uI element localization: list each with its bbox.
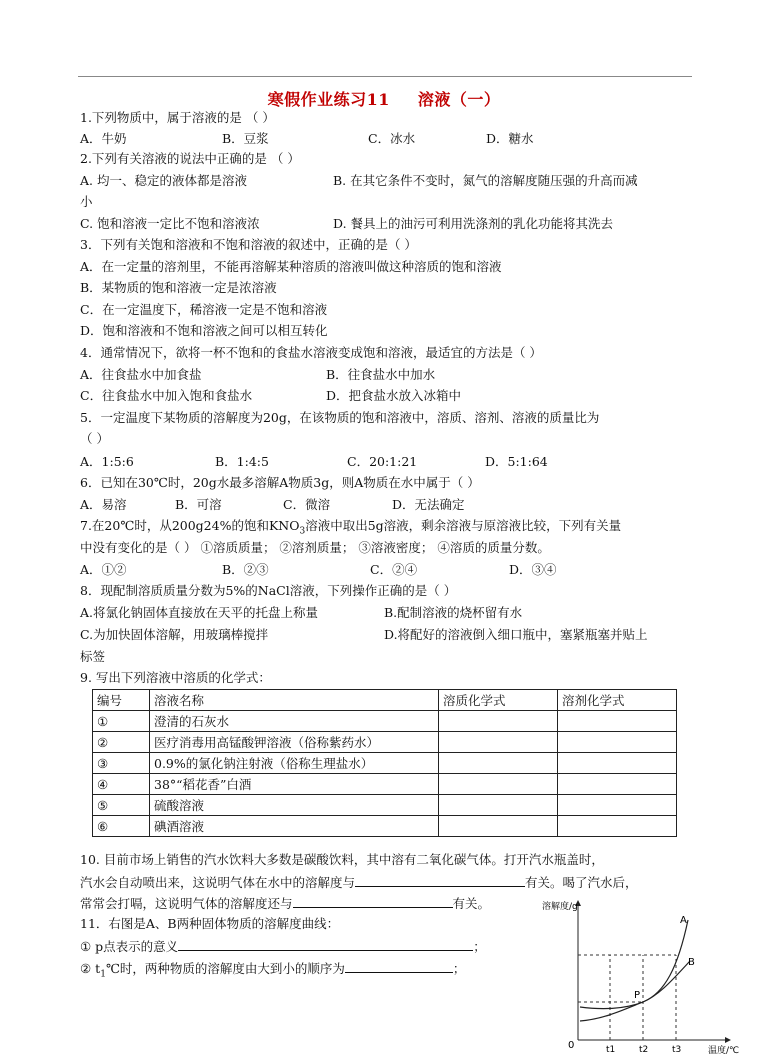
title-main: 寒假作业练习11 <box>267 90 390 109</box>
q6-option-c: C．微溶 <box>283 497 331 512</box>
q4-option-c: C．往食盐水中加入饱和食盐水 <box>80 388 253 403</box>
solute-formula-cell[interactable] <box>439 711 558 732</box>
q6-option-a: A．易溶 <box>80 497 127 512</box>
q8-option-a: A.将氯化钠固体直接放在天平的托盘上称量 <box>80 605 319 620</box>
semicolon: ； <box>452 961 466 976</box>
table-row <box>93 732 677 753</box>
q5-option-a: A．1:5:6 <box>80 454 134 469</box>
q3-option-d: D．饱和溶液和不饱和溶液之间可以相互转化 <box>80 323 328 338</box>
x-axis-label: 温度/℃ <box>708 1046 740 1055</box>
q8-stem: 8．现配制溶质质量分数为5%的NaCl溶液，下列操作正确的是（ ） <box>80 583 457 598</box>
q4-stem: 4．通常情况下，欲将一杯不饱和的食盐水溶液变成饱和溶液，最适宜的方法是（ ） <box>80 345 542 360</box>
q3-option-c: C．在一定温度下，稀溶液一定是不饱和溶液 <box>80 302 328 317</box>
tick-label: t2 <box>639 1045 649 1055</box>
answer-blank[interactable] <box>355 874 525 887</box>
q11-sub1 <box>80 938 486 955</box>
q6-option-b: B．可溶 <box>175 497 222 512</box>
q7-stem <box>80 518 621 540</box>
answer-blank[interactable] <box>178 938 473 951</box>
row-number: ⑤ <box>93 795 150 816</box>
q5-option-c: C．20:1:21 <box>347 454 418 469</box>
q11-sub2 <box>80 960 465 983</box>
page-title <box>0 87 768 110</box>
q2-stem: 2.下列有关溶液的说法中正确的是 （ ） <box>80 151 300 166</box>
solvent-formula-cell[interactable] <box>558 816 677 837</box>
q7-stem-a: 7.在20℃时，从200g24%的饱和KNO <box>80 518 300 533</box>
q2-option-a: A. 均一、稳定的液体都是溶液 <box>80 173 247 188</box>
q11-sub2-a: ② t <box>80 961 101 976</box>
solute-formula-cell[interactable] <box>439 774 558 795</box>
q8-option-d: D.将配好的溶液倒入细口瓶中，塞紧瓶塞并贴上 <box>384 627 648 642</box>
solution-name: 38°“稻花香”白酒 <box>150 774 439 795</box>
tick-label: t1 <box>606 1045 616 1055</box>
table-row <box>93 753 677 774</box>
solution-name: 澄清的石灰水 <box>150 711 439 732</box>
q7-stem-line2: 中没有变化的是（ ） ①溶质质量； ②溶剂质量； ③溶液密度； ④溶质的质量分数。 <box>80 540 550 555</box>
origin-label: 0 <box>568 1040 575 1051</box>
q10-line2-b: 有关。喝了汽水后， <box>525 875 638 890</box>
y-axis-label: 溶解度/g <box>542 902 578 912</box>
q3-option-a: A．在一定量的溶剂里，不能再溶解某种溶质的溶液叫做这种溶质的饱和溶液 <box>80 259 502 274</box>
q9-table-header <box>93 690 677 711</box>
table-row <box>93 816 677 837</box>
q3-option-b: B．某物质的饱和溶液一定是浓溶液 <box>80 280 277 295</box>
point-p-label: P <box>634 990 641 1001</box>
q9-header-solvent: 溶剂化学式 <box>558 690 677 711</box>
q2-option-b: B. 在其它条件不变时，氮气的溶解度随压强的升高而减 <box>333 173 638 188</box>
solution-name: 硫酸溶液 <box>150 795 439 816</box>
solution-name: 碘酒溶液 <box>150 816 439 837</box>
solute-formula-cell[interactable] <box>439 753 558 774</box>
q8-option-d-cont: 标签 <box>80 649 106 664</box>
solute-formula-cell[interactable] <box>439 795 558 816</box>
q8-option-b: B.配制溶液的烧杯留有水 <box>384 605 523 620</box>
q9-header-name: 溶液名称 <box>150 690 439 711</box>
table-row <box>93 711 677 732</box>
q9-stem: 9. 写出下列溶液中溶质的化学式： <box>80 670 271 685</box>
q7-stem-sub: 3 <box>299 526 306 537</box>
answer-blank[interactable] <box>293 895 453 908</box>
q1-option-b: B．豆浆 <box>222 131 269 146</box>
q8-option-c: C.为加快固体溶解，用玻璃棒搅拌 <box>80 627 269 642</box>
q10-line2-a: 汽水会自动喷出来，这说明气体在水中的溶解度与 <box>80 875 356 890</box>
q10-line3-a: 常常会打嗝，这说明气体的溶解度还与 <box>80 896 293 911</box>
q10-line3-b: 有关。 <box>452 896 491 911</box>
semicolon: ； <box>473 939 486 954</box>
q5-stem: 5．一定温度下某物质的溶解度为20g，在该物质的饱和溶液中，溶质、溶剂、溶液的质量比为 <box>80 410 600 425</box>
q11-sub1-text: ① p点表示的意义 <box>80 939 179 954</box>
row-number: ① <box>93 711 150 732</box>
q5-paren: （ ） <box>80 431 109 446</box>
q6-option-d: D．无法确定 <box>392 497 465 512</box>
q4-option-d: D．把食盐水放入冰箱中 <box>326 388 462 403</box>
q7-stem-b: 溶液中取出5g溶液，剩余溶液与原溶液比较，下列有关量 <box>305 518 622 533</box>
q10-line3 <box>80 895 490 912</box>
solution-name: 0.9%的氯化钠注射液（俗称生理盐水） <box>150 753 439 774</box>
answer-blank[interactable] <box>345 960 453 973</box>
q3-stem: 3．下列有关饱和溶液和不饱和溶液的叙述中，正确的是（ ） <box>80 237 417 252</box>
q1-option-d: D．糖水 <box>486 131 534 146</box>
q6-stem: 6．已知在30℃时，20g水最多溶解A物质3g，则A物质在水中属于（ ） <box>80 475 480 490</box>
solubility-chart <box>540 895 750 1055</box>
solute-formula-cell[interactable] <box>439 816 558 837</box>
q10-line2 <box>80 874 638 891</box>
q11-sub2-sub: 1 <box>100 969 106 980</box>
row-number: ② <box>93 732 150 753</box>
q11-stem: 11．右图是A、B两种固体物质的溶解度曲线： <box>80 916 340 931</box>
solute-formula-cell[interactable] <box>439 732 558 753</box>
header-rule <box>78 76 692 77</box>
q7-option-d: D．③④ <box>509 562 557 577</box>
q7-option-a: A．①② <box>80 562 127 577</box>
q1-option-a: A．牛奶 <box>80 131 127 146</box>
q1-stem: 1.下列物质中，属于溶液的是 （ ） <box>80 110 275 125</box>
row-number: ⑥ <box>93 816 150 837</box>
row-number: ③ <box>93 753 150 774</box>
q1-option-c: C．冰水 <box>368 131 416 146</box>
q5-option-b: B．1:4:5 <box>215 454 269 469</box>
q11-sub2-b: ℃时，两种物质的溶解度由大到小的顺序为 <box>105 961 345 976</box>
solvent-formula-cell[interactable] <box>558 795 677 816</box>
row-number: ④ <box>93 774 150 795</box>
table-row <box>93 774 677 795</box>
series-a-label: A <box>680 915 687 926</box>
q9-header-no: 编号 <box>93 690 150 711</box>
q2-option-d: D. 餐具上的油污可利用洗涤剂的乳化功能将其洗去 <box>333 216 614 231</box>
q9-table <box>92 689 677 837</box>
series-b-label: B <box>688 957 695 968</box>
table-row <box>93 795 677 816</box>
q2-option-c: C. 饱和溶液一定比不饱和溶液浓 <box>80 216 260 231</box>
tick-label: t3 <box>672 1045 682 1055</box>
q10-line1: 10. 目前市场上销售的汽水饮料大多数是碳酸饮料，其中溶有二氧化碳气体。打开汽水瓶盖时， <box>80 852 604 867</box>
solution-name: 医疗消毒用高锰酸钾溶液（俗称紫药水） <box>150 732 439 753</box>
q9-header-solute: 溶质化学式 <box>439 690 558 711</box>
q7-option-c: C．②④ <box>370 562 418 577</box>
solvent-formula-cell[interactable] <box>558 774 677 795</box>
q4-option-b: B．往食盐水中加水 <box>326 367 436 382</box>
q5-option-d: D．5:1:64 <box>485 454 548 469</box>
q7-option-b: B．②③ <box>222 562 269 577</box>
solvent-formula-cell[interactable] <box>558 732 677 753</box>
title-topic: 溶液（一） <box>417 90 501 109</box>
q4-option-a: A．往食盐水中加食盐 <box>80 367 202 382</box>
q2-option-b-cont: 小 <box>80 194 93 209</box>
solvent-formula-cell[interactable] <box>558 711 677 732</box>
solvent-formula-cell[interactable] <box>558 753 677 774</box>
